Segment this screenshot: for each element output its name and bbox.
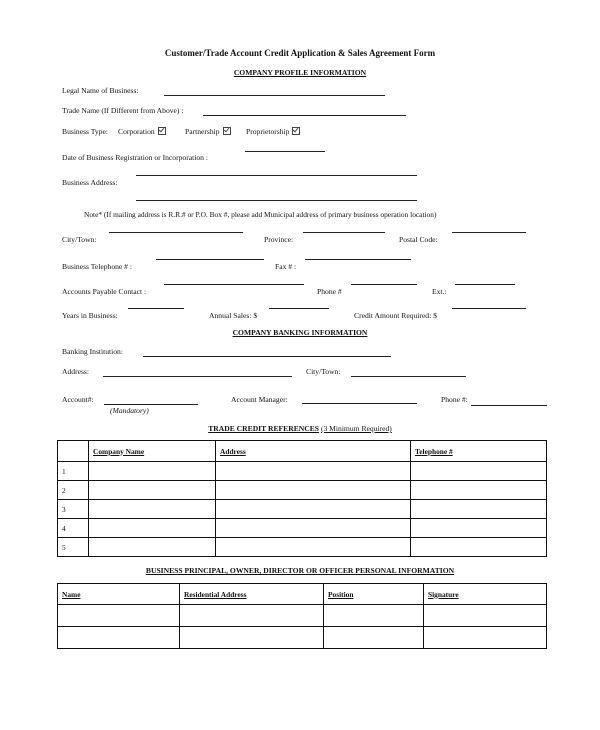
reference-address-cell[interactable] <box>216 481 411 500</box>
business-telephone-label: Business Telephone # : <box>62 262 132 271</box>
banking-heading: COMPANY BANKING INFORMATION <box>232 328 368 337</box>
row-number: 2 <box>58 481 89 500</box>
ap-phone-label: Phone # <box>317 287 342 296</box>
mailing-address-note: Note* (If mailing address is R.R.# or P.O. Box #, please add Municipal address of primary business operation location) <box>84 210 437 219</box>
trade-references-heading <box>0 424 600 433</box>
legal-name-field[interactable] <box>164 95 385 96</box>
reference-telephone-cell[interactable] <box>411 500 547 519</box>
table-header-row <box>58 584 547 605</box>
trade-name-field[interactable] <box>203 115 406 116</box>
principal-position-cell[interactable] <box>324 605 424 627</box>
account-manager-field[interactable] <box>302 403 417 404</box>
principal-address-cell[interactable] <box>180 605 324 627</box>
bank-address-field[interactable] <box>103 376 292 377</box>
city-field[interactable] <box>109 232 243 233</box>
bank-phone-label: Phone #: <box>441 395 468 404</box>
column-telephone: Telephone # <box>411 441 547 462</box>
column-signature: Signature <box>424 584 547 605</box>
annual-sales-label <box>209 311 257 320</box>
legal-name-label: Legal Name of Business: <box>62 86 139 95</box>
ap-contact-label: Accounts Payable Contact : <box>62 287 147 296</box>
reference-telephone-cell[interactable] <box>411 481 547 500</box>
column-name: Name <box>58 584 180 605</box>
credit-required-text: Credit Amount Required: <box>354 311 432 320</box>
reference-address-cell[interactable] <box>216 538 411 557</box>
table-row <box>58 481 547 500</box>
banking-institution-field[interactable] <box>143 356 391 357</box>
annual-sales-field[interactable] <box>269 308 329 309</box>
reference-address-cell[interactable] <box>216 462 411 481</box>
reference-telephone-cell[interactable] <box>411 462 547 481</box>
type-partnership[interactable] <box>185 127 231 136</box>
principal-position-cell[interactable] <box>324 627 424 649</box>
table-row <box>58 500 547 519</box>
trade-name-label: Trade Name (If Different from Above) : <box>62 106 184 115</box>
principal-heading: BUSINESS PRINCIPAL, OWNER, DIRECTOR OR OFFICER PERSONAL INFORMATION <box>145 566 455 575</box>
table-row <box>58 627 547 649</box>
principal-table <box>57 583 547 649</box>
business-address-field-1[interactable] <box>136 175 417 176</box>
account-number-field[interactable] <box>104 404 198 405</box>
business-address-field-2[interactable] <box>136 200 417 201</box>
partnership-checkbox-icon[interactable] <box>223 127 231 135</box>
principal-signature-cell[interactable] <box>424 627 547 649</box>
principal-name-cell[interactable] <box>58 605 180 627</box>
bank-phone-field[interactable] <box>471 405 547 406</box>
reference-company-cell[interactable] <box>89 481 216 500</box>
table-header-row <box>58 441 547 462</box>
ext-label: Ext.: <box>432 287 447 296</box>
column-residential-address: Residential Address <box>180 584 324 605</box>
type-proprietorship-label: Proprietorship <box>246 127 290 136</box>
principal-address-cell[interactable] <box>180 627 324 649</box>
annual-sales-text: Annual Sales: <box>209 311 252 320</box>
row-number: 4 <box>58 519 89 538</box>
table-row <box>58 462 547 481</box>
reference-company-cell[interactable] <box>89 462 216 481</box>
row-number: 3 <box>58 500 89 519</box>
table-row <box>58 605 547 627</box>
corporation-checkbox-icon[interactable] <box>158 127 166 135</box>
column-address: Address <box>216 441 411 462</box>
company-profile-heading: COMPANY PROFILE INFORMATION <box>233 68 367 77</box>
date-registration-field[interactable] <box>245 151 325 152</box>
principal-name-cell[interactable] <box>58 627 180 649</box>
type-proprietorship[interactable] <box>246 127 300 136</box>
bank-city-field[interactable] <box>351 376 466 377</box>
table-row <box>58 538 547 557</box>
reference-company-cell[interactable] <box>89 538 216 557</box>
type-corporation-label: Corporation <box>118 127 155 136</box>
credit-required-currency: $ <box>433 311 437 320</box>
trade-references-title: TRADE CREDIT REFERENCES <box>208 424 320 433</box>
city-label: City/Town: <box>62 235 97 244</box>
form-title: Customer/Trade Account Credit Application & Sales Agreement Form <box>164 48 436 58</box>
principal-signature-cell[interactable] <box>424 605 547 627</box>
trade-references-table <box>57 440 547 557</box>
reference-telephone-cell[interactable] <box>411 538 547 557</box>
fax-label: Fax # : <box>275 262 297 271</box>
account-manager-label: Account Manager: <box>231 395 288 404</box>
table-cell <box>58 441 89 462</box>
postal-code-field[interactable] <box>452 232 526 233</box>
reference-address-cell[interactable] <box>216 500 411 519</box>
credit-required-field[interactable] <box>452 308 526 309</box>
business-type-label: Business Type: <box>62 127 108 136</box>
date-registration-label: Date of Business Registration or Incorporation : <box>62 153 208 162</box>
reference-company-cell[interactable] <box>89 519 216 538</box>
table-row <box>58 519 547 538</box>
reference-company-cell[interactable] <box>89 500 216 519</box>
business-telephone-field[interactable] <box>156 259 264 260</box>
trade-references-subtitle: (3 Minimum Required) <box>320 424 392 433</box>
row-number: 5 <box>58 538 89 557</box>
banking-institution-label: Banking Institution: <box>62 347 123 356</box>
reference-address-cell[interactable] <box>216 519 411 538</box>
ap-contact-field[interactable] <box>164 284 304 285</box>
column-position: Position <box>324 584 424 605</box>
postal-code-label: Postal Code: <box>399 235 438 244</box>
years-in-business-field[interactable] <box>128 308 184 309</box>
column-company-name: Company Name <box>89 441 216 462</box>
ap-phone-field[interactable] <box>351 284 417 285</box>
bank-city-label: City/Town: <box>306 367 341 376</box>
annual-sales-currency: $ <box>253 311 258 320</box>
type-corporation[interactable] <box>118 127 166 136</box>
type-partnership-label: Partnership <box>185 127 220 136</box>
account-mandatory-note: (Mandatory) <box>110 406 149 415</box>
row-number: 1 <box>58 462 89 481</box>
bank-address-label: Address: <box>62 367 89 376</box>
years-in-business-label: Years in Business: <box>62 311 118 320</box>
proprietorship-checkbox-icon[interactable] <box>292 127 300 135</box>
ext-field[interactable] <box>455 284 515 285</box>
reference-telephone-cell[interactable] <box>411 519 547 538</box>
province-label: Province: <box>264 235 294 244</box>
account-number-label: Account#: <box>62 395 94 404</box>
fax-field[interactable] <box>305 259 411 260</box>
business-address-label: Business Address: <box>62 178 118 187</box>
credit-required-label <box>354 311 437 320</box>
province-field[interactable] <box>303 232 385 233</box>
